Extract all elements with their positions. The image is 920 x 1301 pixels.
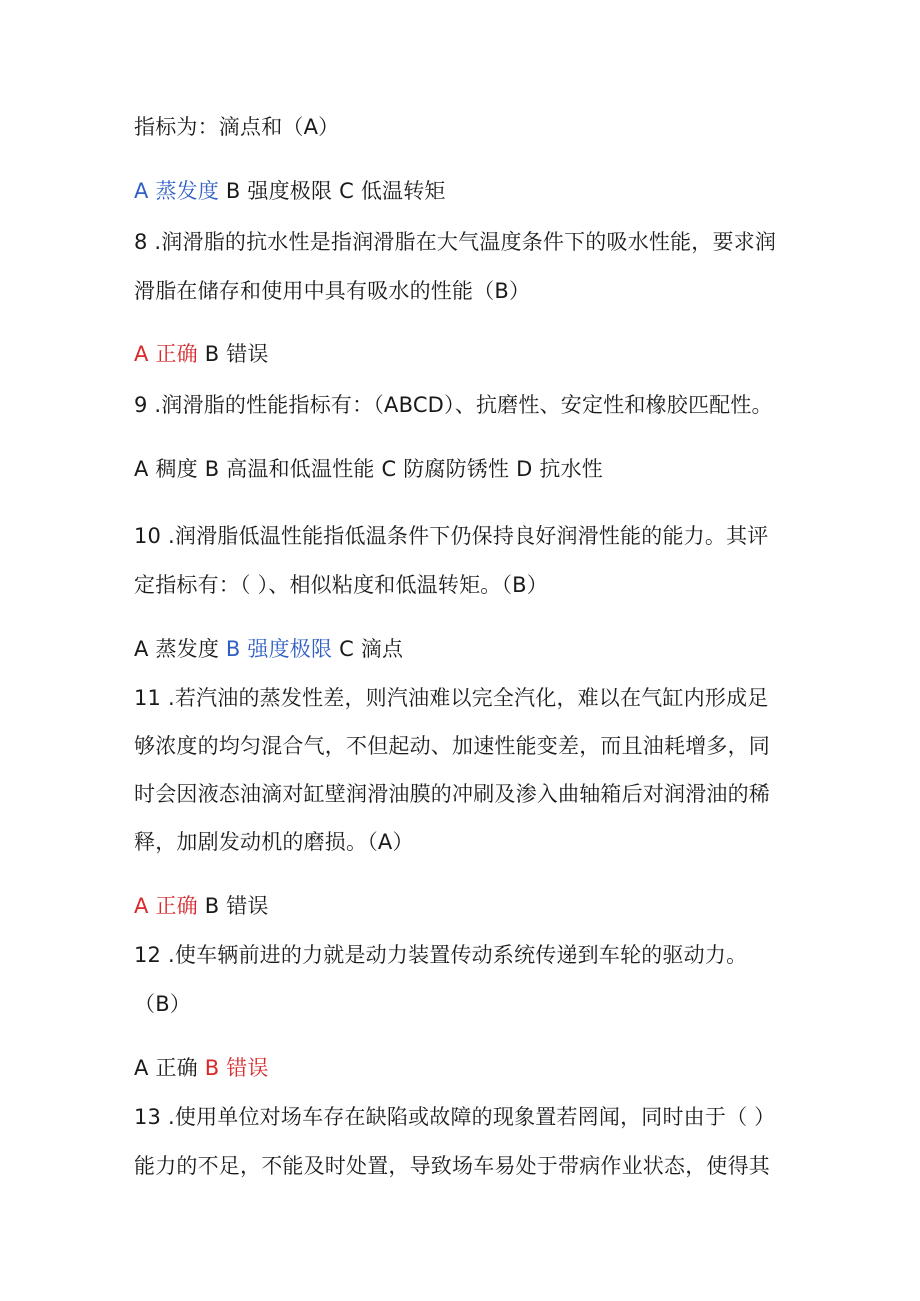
- q10-stem-line1: 10 .润滑脂低温性能指低温条件下仍保持良好润滑性能的能力。其评: [134, 524, 769, 548]
- q12-option-b-answer: B 错误: [204, 1056, 269, 1080]
- q7-stem-tail: 指标为：滴点和（A）: [134, 115, 340, 139]
- q11-option-a-answer: A 正确: [134, 894, 198, 918]
- q13-stem-line2: 能力的不足，不能及时处置，导致场车易处于带病作业状态，使得其: [134, 1154, 770, 1178]
- q12-options: [134, 1054, 269, 1082]
- q12-option-a: A 正确: [134, 1056, 205, 1080]
- q7-options: [134, 177, 446, 205]
- q10-stem-line2: 定指标有：（ ）、相似粘度和低温转矩。（B）: [134, 573, 548, 597]
- q11-stem-line2: 够浓度的均匀混合气，不但起动、加速性能变差，而且油耗增多，同: [134, 734, 770, 758]
- q7-option-a-answer: A 蒸发度: [134, 179, 220, 203]
- q10-option-b-answer: B 强度极限: [225, 637, 333, 661]
- q10-option-a: A 蒸发度: [134, 637, 226, 661]
- q8-options: [134, 340, 269, 368]
- q12-stem-line1: 12 .使车辆前进的力就是动力装置传动系统传递到车轮的驱动力。: [134, 943, 748, 967]
- q11-options-rest: B 错误: [197, 894, 269, 918]
- q9-stem-line1: 9 .润滑脂的性能指标有：（ABCD）、抗磨性、安定性和橡胶匹配性。: [134, 393, 773, 417]
- q13-stem-line1: 13 .使用单位对场车存在缺陷或故障的现象置若罔闻，同时由于（ ）: [134, 1105, 776, 1129]
- q11-stem-line4: 释，加剧发动机的磨损。（A）: [134, 830, 414, 854]
- q11-stem-line1: 11 .若汽油的蒸发性差，则汽油难以完全汽化，难以在气缸内形成足: [134, 686, 769, 710]
- q8-stem-line2: 滑脂在储存和使用中具有吸水的性能（B）: [134, 279, 531, 303]
- q11-options: [134, 892, 269, 920]
- q8-options-rest: B 错误: [197, 342, 269, 366]
- q7-options-rest: B 强度极限 C 低温转矩: [219, 179, 446, 203]
- q9-options: A 稠度 B 高温和低温性能 C 防腐防锈性 D 抗水性: [134, 457, 603, 481]
- q8-option-a-answer: A 正确: [134, 342, 198, 366]
- q8-stem-line1: 8 .润滑脂的抗水性是指润滑脂在大气温度条件下的吸水性能，要求润: [134, 230, 777, 254]
- q12-stem-line2: （B）: [134, 992, 192, 1016]
- q10-option-c: C 滴点: [332, 637, 404, 661]
- q10-options: [134, 635, 403, 663]
- q11-stem-line3: 时会因液态油滴对缸壁润滑油膜的冲刷及渗入曲轴箱后对润滑油的稀: [134, 782, 770, 806]
